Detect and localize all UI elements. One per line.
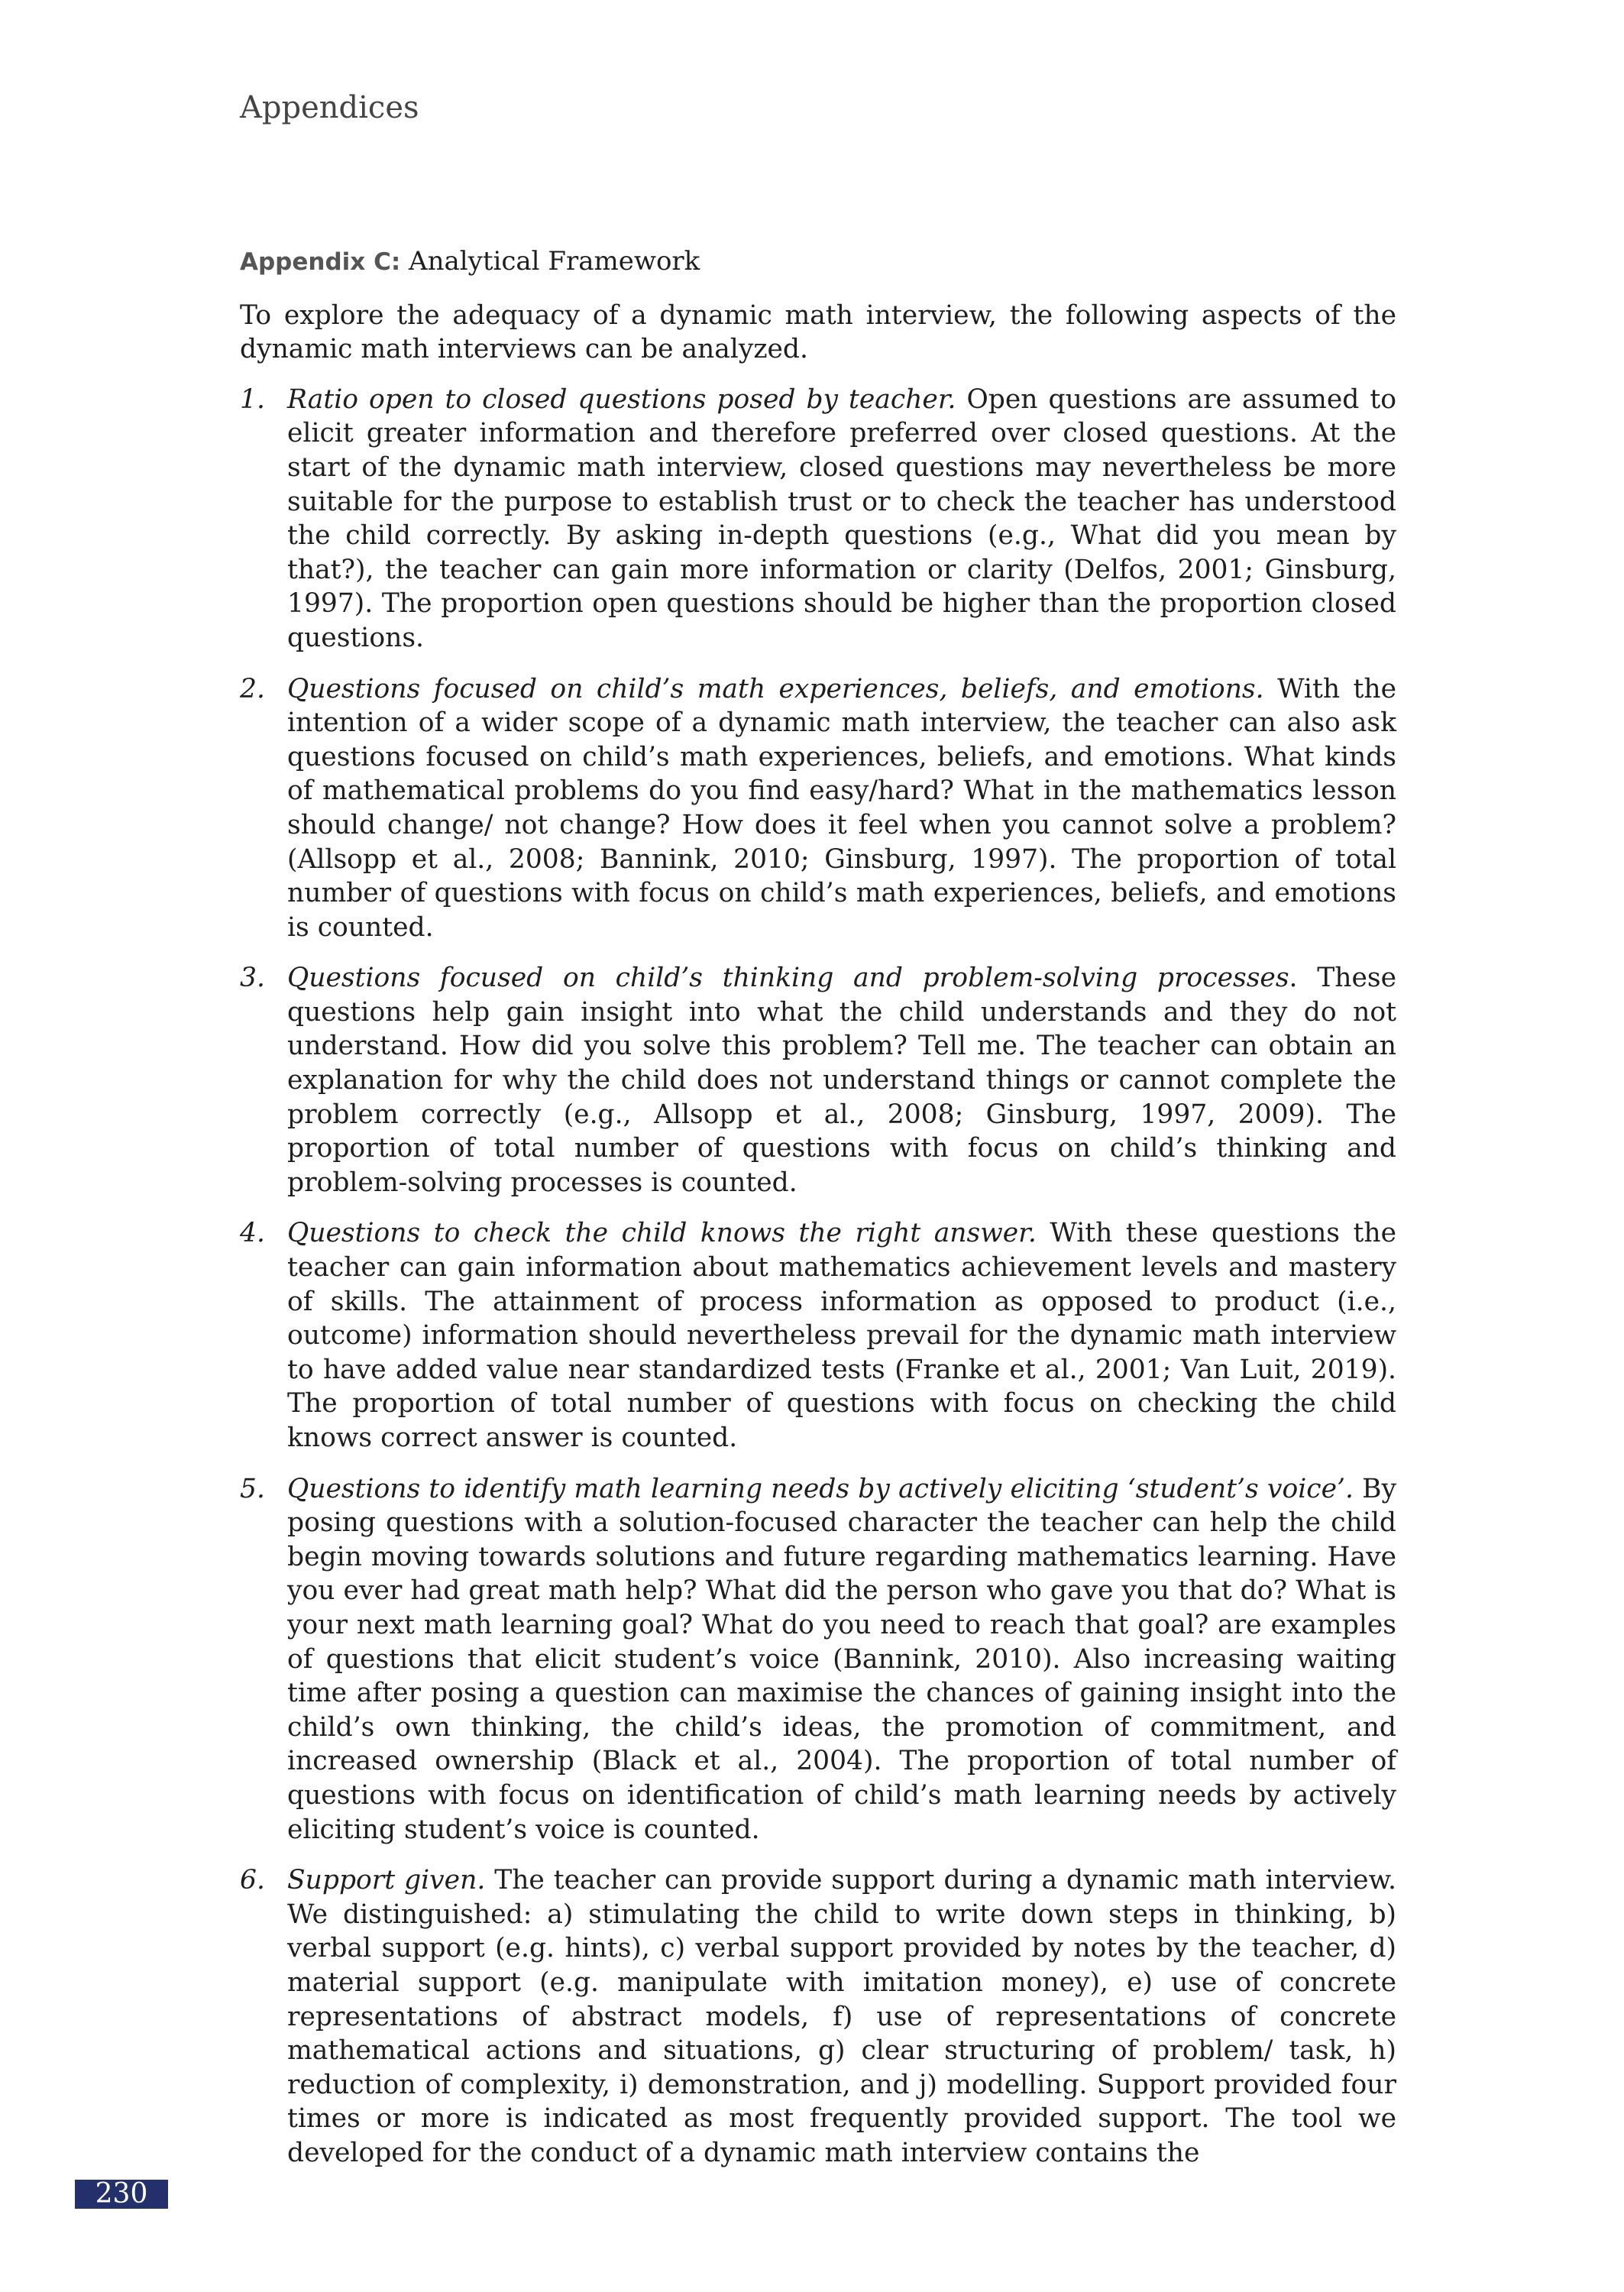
- appendix-title: Analytical Framework: [409, 246, 700, 277]
- aspect-title: Questions focused on child’s math experiences, beliefs, and emotions.: [287, 673, 1264, 704]
- aspect-number: 1.: [240, 384, 265, 415]
- appendix-heading: [240, 244, 1396, 280]
- intro-paragraph: To explore the adequacy of a dynamic math interview, the following aspects of the dynamic math interviews can be analyzed.: [240, 299, 1396, 365]
- aspect-number: 5.: [240, 1473, 265, 1504]
- aspect-item: [240, 672, 1396, 945]
- aspect-text: By posing questions with a solution-focused character the teacher can help the child begin moving towards solutions and future regarding mathematics learning. Have you ever had great math help? What did the person who gave you that do? What is your next math learning goal? What do you need to reach that goal? are examples of questions that elicit student’s voice (Bannink, 2010). Also increasing waiting time after posing a question can maximise the chances of gaining insight into the child’s own thinking, the child’s ideas, the promotion of commitment, and increased ownership (Black et al., 2004). The proportion of total number of questions with focus on identification of child’s math learning needs by actively eliciting student’s voice is counted.: [287, 1473, 1397, 1845]
- aspect-item: [240, 1472, 1396, 1847]
- aspect-number: 3.: [240, 963, 265, 994]
- aspect-title: Support given.: [287, 1865, 486, 1896]
- aspect-text: With these questions the teacher can gain information about mathematics achievement levels and mastery of skills. The attainment of process information as opposed to product (i.e., outcome) information should nevertheless prevail for the dynamic math interview to have added value near standardized tests (Franke et al., 2001; Van Luit, 2019). The proportion of total number of questions with focus on checking the child knows correct answer is counted.: [287, 1218, 1397, 1453]
- aspect-number: 4.: [240, 1218, 265, 1249]
- aspect-text: Open questions are assumed to elicit greater information and therefore preferred over closed questions. At the start of the dynamic math interview, closed questions may nevertheless be more suitable for the purpose to establish trust or to check the teacher has understood the child correctly. By asking in-depth questions (e.g., What did you mean by that?), the teacher can gain more information or clarity (Delfos, 2001; Ginsburg, 1997). The proportion open questions should be higher than the proportion closed questions.: [287, 384, 1397, 653]
- page-content: [240, 244, 1396, 2187]
- appendix-label: Appendix C:: [240, 248, 401, 276]
- aspect-title: Questions focused on child’s thinking and problem-solving processes: [287, 963, 1289, 994]
- aspect-text: With the intention of a wider scope of a dynamic math interview, the teacher can also ask questions focused on child’s math experiences, beliefs, and emotions. What kinds of mathematical problems do you find easy/hard? What in the mathematics lesson should change/ not change? How does it feel when you cannot solve a problem? (Allsopp et al., 2008; Bannink, 2010; Ginsburg, 1997). The proportion of total number of questions with focus on child’s math experiences, beliefs, and emotions is counted.: [287, 673, 1397, 943]
- page-number-badge: 230: [75, 2180, 168, 2209]
- aspect-item: [240, 1216, 1396, 1455]
- aspect-number: 6.: [240, 1865, 265, 1896]
- aspect-title: Questions to identify math learning needs by actively eliciting ‘student’s voice’.: [287, 1473, 1354, 1504]
- aspect-title: Questions to check the child knows the right answer.: [287, 1218, 1037, 1249]
- aspect-text: . These questions help gain insight into what the child understands and they do not understand. How did you solve this problem? Tell me. The teacher can obtain an explanation for why the child does not understand things or cannot complete the problem correctly (e.g., Allsopp et al., 2008; Ginsburg, 1997, 2009). The proportion of total number of questions with focus on child’s thinking and problem-solving processes is counted.: [287, 963, 1396, 1198]
- aspect-item: [240, 1863, 1396, 2170]
- running-head: Appendices: [240, 90, 419, 125]
- aspect-title: Ratio open to closed questions posed by teacher.: [287, 384, 956, 415]
- aspect-text: The teacher can provide support during a dynamic math interview. We distinguished: a) stimulating the child to write down steps in thinking, b) verbal support (e.g. hints), c) verbal support provided by notes by the teacher, d) material support (e.g. manipulate with imitation money), e) use of concrete representations of abstract models, f) use of representations of concrete mathematical actions and situations, g) clear structuring of problem/ task, h) reduction of complexity, i) demonstration, and j) modelling. Support provided four times or more is indicated as most frequently provided support. The tool we developed for the conduct of a dynamic math interview contains the: [287, 1865, 1396, 2168]
- aspect-item: [240, 961, 1396, 1199]
- aspect-number: 2.: [240, 673, 265, 704]
- aspect-list: [240, 383, 1396, 2171]
- aspect-item: [240, 383, 1396, 656]
